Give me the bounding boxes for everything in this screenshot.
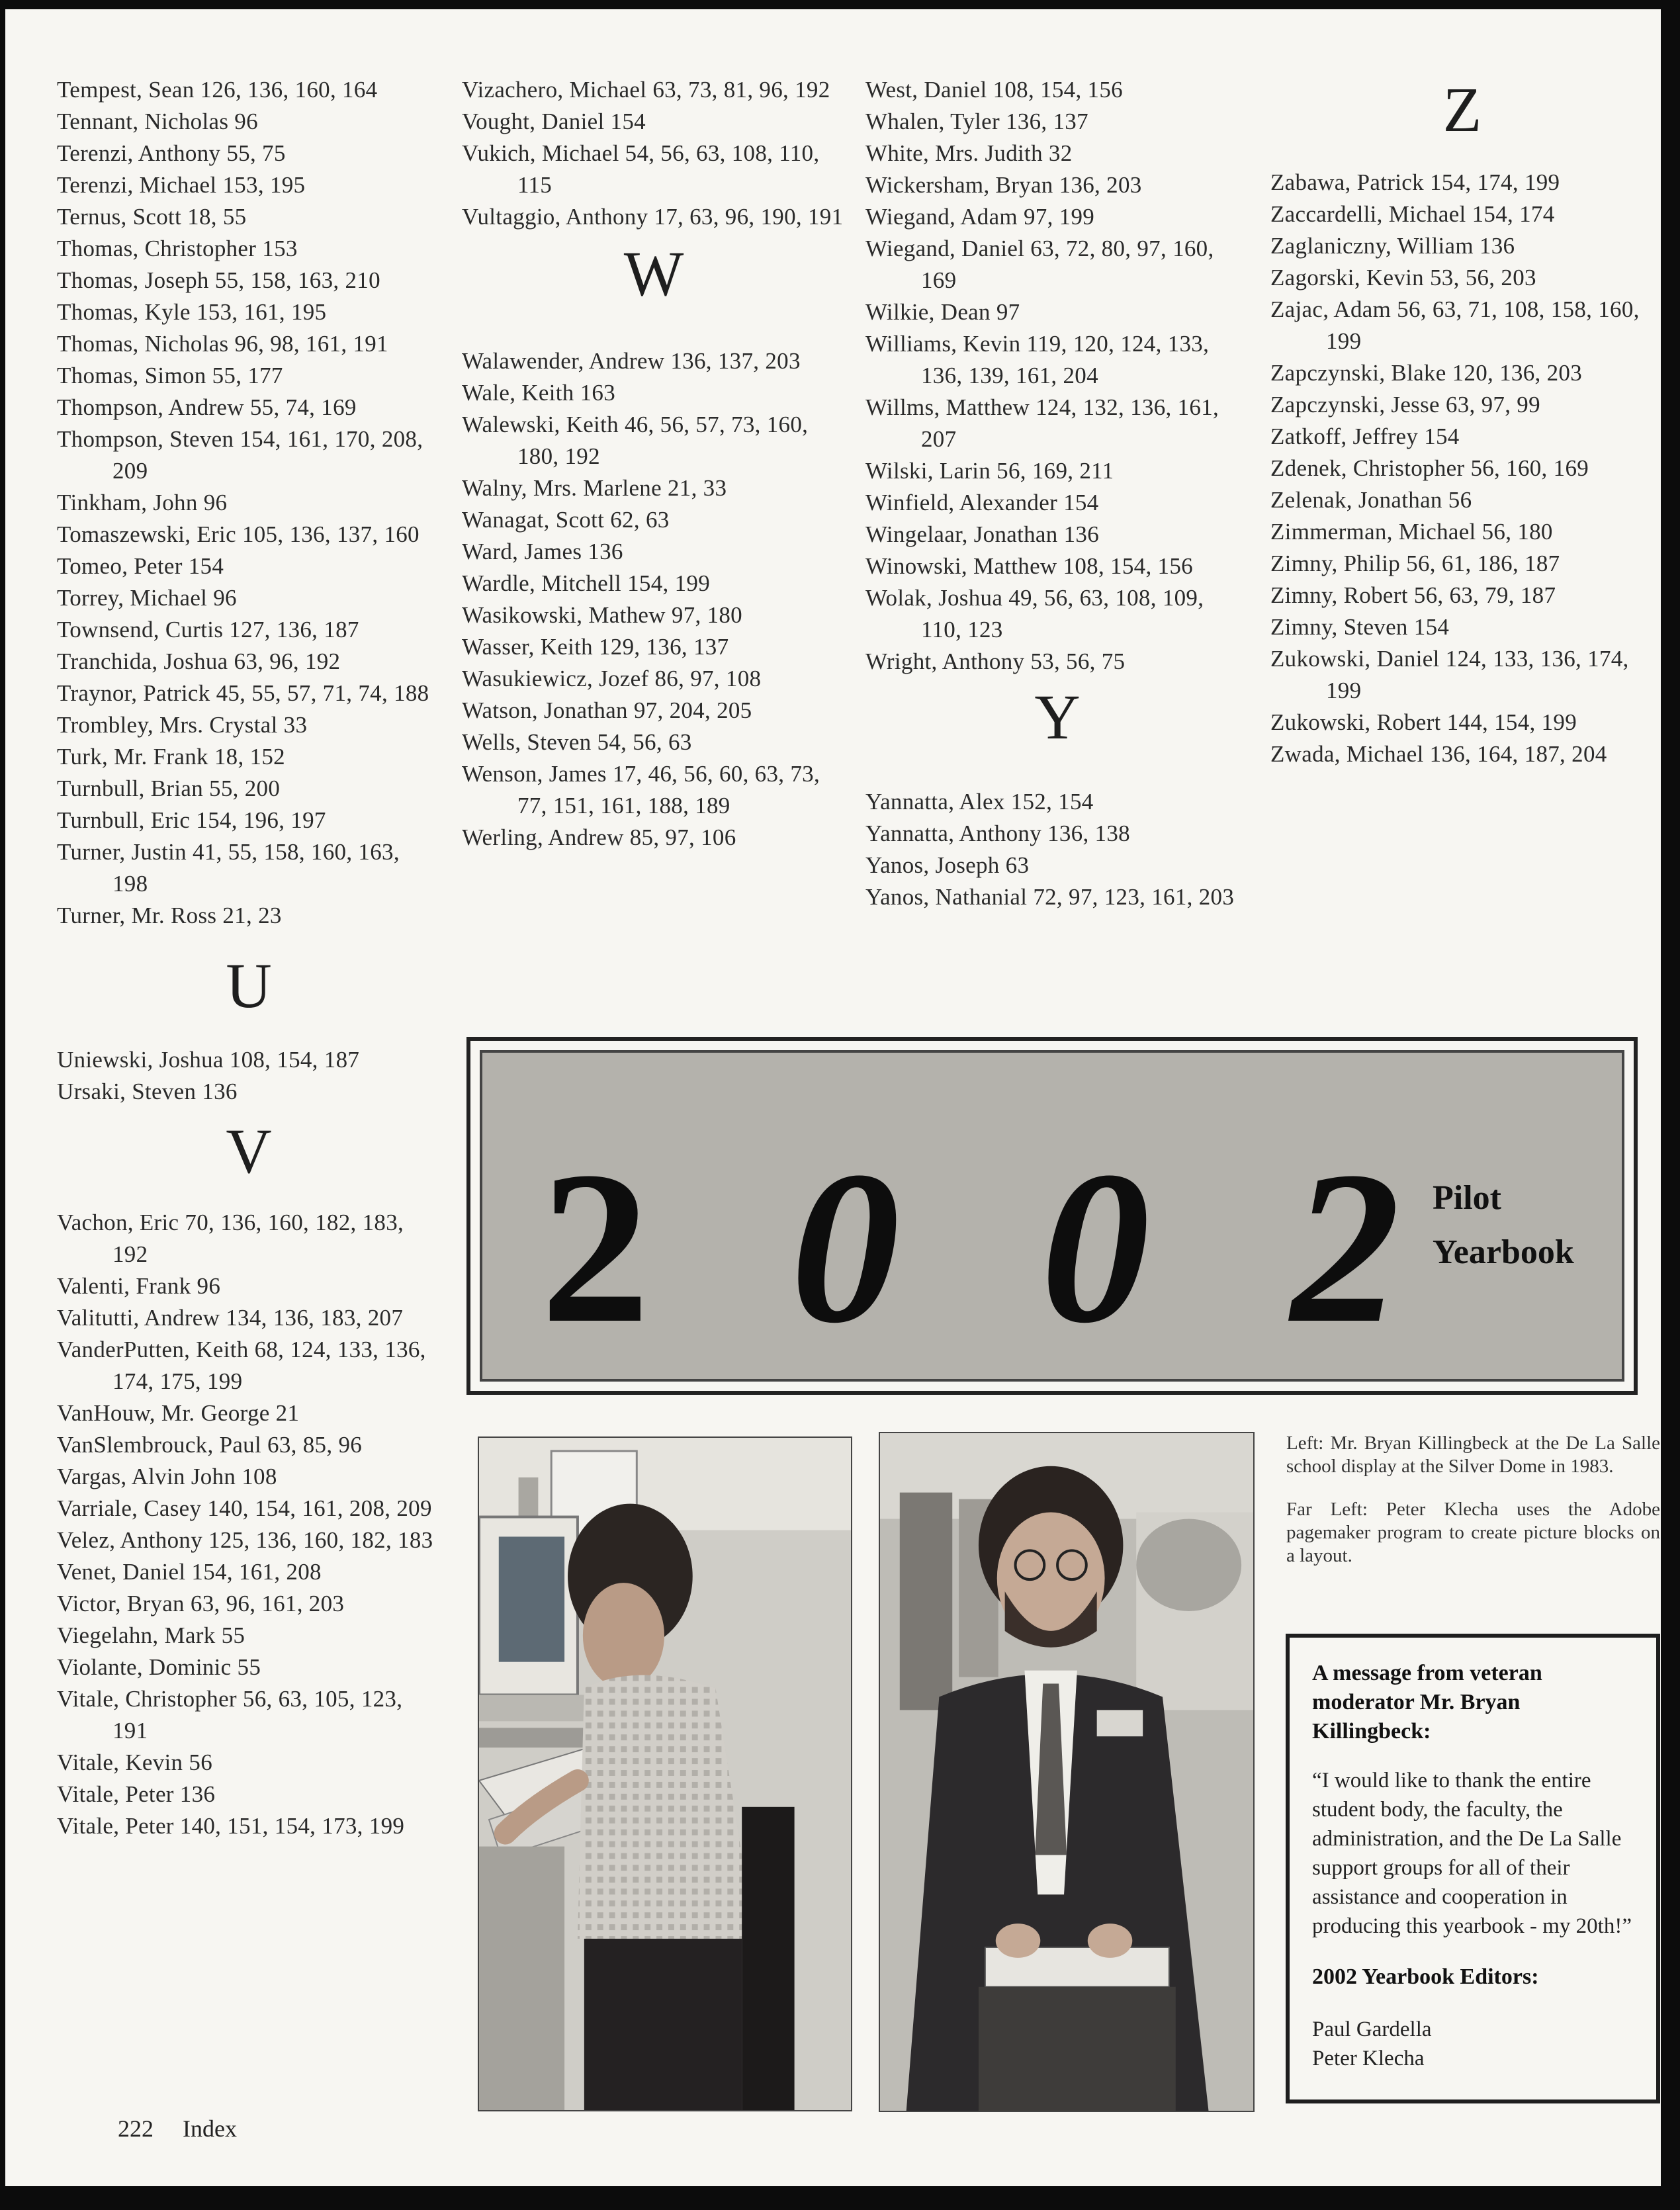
letter-heading-y: Y bbox=[1034, 682, 1081, 752]
index-entry: Vitale, Peter 140, 151, 154, 173, 199 bbox=[57, 1813, 405, 1839]
photo-computer-scene-icon bbox=[479, 1438, 851, 2110]
v-entries bbox=[57, 1207, 441, 1842]
index-entry: Wiegand, Adam 97, 199 bbox=[865, 204, 1095, 230]
index-entry: Trombley, Mrs. Crystal 33 bbox=[57, 712, 308, 738]
index-entry: Wilski, Larin 56, 169, 211 bbox=[865, 458, 1114, 484]
index-entry: Thomas, Kyle 153, 161, 195 bbox=[57, 299, 327, 325]
photo-student-at-computer bbox=[478, 1437, 852, 2111]
letter-heading-u: U bbox=[226, 950, 272, 1021]
index-entry: Wanagat, Scott 62, 63 bbox=[462, 507, 670, 533]
index-entry: Vargas, Alvin John 108 bbox=[57, 1464, 277, 1489]
editor-name: Peter Klecha bbox=[1312, 2047, 1425, 2070]
index-entry: Wiegand, Daniel 63, 72, 80, 97, 160, 169 bbox=[865, 236, 1214, 293]
index-entry: Zdenek, Christopher 56, 160, 169 bbox=[1270, 455, 1589, 481]
section-name: Index bbox=[183, 2115, 237, 2142]
index-entry: Zelenak, Jonathan 56 bbox=[1270, 487, 1472, 513]
index-entry: Victor, Bryan 63, 96, 161, 203 bbox=[57, 1591, 345, 1616]
index-entry: Zajac, Adam 56, 63, 71, 108, 158, 160, 199 bbox=[1270, 296, 1640, 354]
index-entry: Zukowski, Daniel 124, 133, 136, 174, 199 bbox=[1270, 646, 1629, 703]
banner-yearbook-label: Yearbook bbox=[1433, 1233, 1574, 1271]
index-entry: Winowski, Matthew 108, 154, 156 bbox=[865, 553, 1193, 579]
banner-digit-1: 2 bbox=[541, 1127, 650, 1368]
index-entry: Vitale, Peter 136 bbox=[57, 1781, 216, 1807]
index-entry: Townsend, Curtis 127, 136, 187 bbox=[57, 617, 359, 642]
index-entry: Traynor, Patrick 45, 55, 57, 71, 74, 188 bbox=[57, 680, 429, 706]
caption-left: Left: Mr. Bryan Killingbeck at the De La Salle school display at the Silver Dome in 1983. bbox=[1286, 1433, 1660, 1477]
index-entry: Wells, Steven 54, 56, 63 bbox=[462, 729, 692, 755]
index-entry: Turk, Mr. Frank 18, 152 bbox=[57, 744, 285, 770]
index-entry: Violante, Dominic 55 bbox=[57, 1654, 261, 1680]
index-entry: Turner, Justin 41, 55, 158, 160, 163, 198 bbox=[57, 839, 400, 897]
index-entry: Winfield, Alexander 154 bbox=[865, 490, 1099, 515]
index-entry: Tomaszewski, Eric 105, 136, 137, 160 bbox=[57, 521, 420, 547]
index-entry: Yannatta, Anthony 136, 138 bbox=[865, 820, 1130, 846]
index-entry: Wasikowski, Mathew 97, 180 bbox=[462, 602, 742, 628]
index-entry: Zimny, Robert 56, 63, 79, 187 bbox=[1270, 582, 1556, 608]
index-entry: Turner, Mr. Ross 21, 23 bbox=[57, 903, 282, 928]
page-folio bbox=[118, 2115, 266, 2143]
index-entry: Werling, Andrew 85, 97, 106 bbox=[462, 824, 736, 850]
index-entry: Vultaggio, Anthony 17, 63, 96, 190, 191 bbox=[462, 204, 844, 230]
index-entry: Zagorski, Kevin 53, 56, 203 bbox=[1270, 265, 1536, 290]
index-entry: Walny, Mrs. Marlene 21, 33 bbox=[462, 475, 727, 501]
message-quote: “I would like to thank the entire student body, the faculty, the administration, and the De La Salle support groups for all of their assistance and cooperation in producing this yearbook - my 20th!” bbox=[1312, 1769, 1632, 1938]
index-entry: Zapczynski, Blake 120, 136, 203 bbox=[1270, 360, 1583, 386]
index-entry: Wenson, James 17, 46, 56, 60, 63, 73, 77, 151, 161, 188, 189 bbox=[462, 761, 820, 818]
index-entry: Wingelaar, Jonathan 136 bbox=[865, 521, 1100, 547]
index-entry: Viegelahn, Mark 55 bbox=[57, 1622, 245, 1648]
y-entries bbox=[865, 786, 1249, 913]
index-entry: Ursaki, Steven 136 bbox=[57, 1079, 238, 1104]
index-column-2 bbox=[462, 74, 846, 854]
index-entry: Wright, Anthony 53, 56, 75 bbox=[865, 648, 1126, 674]
index-entry: Yanos, Joseph 63 bbox=[865, 852, 1030, 878]
index-entry: Vachon, Eric 70, 136, 160, 182, 183, 192 bbox=[57, 1210, 404, 1267]
index-entry: Williams, Kevin 119, 120, 124, 133, 136, 139, 161, 204 bbox=[865, 331, 1210, 388]
index-entry: Vukich, Michael 54, 56, 63, 108, 110, 115 bbox=[462, 140, 820, 198]
photo-bryan-killingbeck bbox=[879, 1432, 1255, 2112]
index-entry: Vought, Daniel 154 bbox=[462, 109, 646, 134]
index-entry: Terenzi, Michael 153, 195 bbox=[57, 172, 306, 198]
yearbook-page bbox=[5, 9, 1661, 2186]
index-column-4 bbox=[1270, 74, 1654, 770]
letter-heading-z: Z bbox=[1442, 74, 1482, 145]
index-entry: Tennant, Nicholas 96 bbox=[57, 109, 258, 134]
index-entry: Thomas, Nicholas 96, 98, 161, 191 bbox=[57, 331, 388, 357]
index-entry: Zapczynski, Jesse 63, 97, 99 bbox=[1270, 392, 1540, 418]
photo-captions bbox=[1286, 1432, 1660, 1587]
index-entry: Venet, Daniel 154, 161, 208 bbox=[57, 1559, 322, 1585]
banner-digit-4: 2 bbox=[1291, 1127, 1400, 1368]
index-entry: Velez, Anthony 125, 136, 160, 182, 183 bbox=[57, 1527, 433, 1553]
index-entry: Yanos, Nathanial 72, 97, 123, 161, 203 bbox=[865, 884, 1235, 910]
index-entry: Watson, Jonathan 97, 204, 205 bbox=[462, 697, 752, 723]
index-entry: Tempest, Sean 126, 136, 160, 164 bbox=[57, 77, 378, 103]
index-entry: Zimmerman, Michael 56, 180 bbox=[1270, 519, 1553, 545]
index-entry: VanSlembrouck, Paul 63, 85, 96 bbox=[57, 1432, 363, 1458]
u-entries bbox=[57, 1044, 441, 1108]
yearbook-banner bbox=[466, 1037, 1638, 1395]
index-entry: Wolak, Joshua 49, 56, 63, 108, 109, 110, 123 bbox=[865, 585, 1204, 642]
photo-portrait-scene-icon bbox=[880, 1433, 1253, 2111]
index-entry: Valitutti, Andrew 134, 136, 183, 207 bbox=[57, 1305, 404, 1331]
index-entry: VanHouw, Mr. George 21 bbox=[57, 1400, 300, 1426]
index-entry: Varriale, Casey 140, 154, 161, 208, 209 bbox=[57, 1495, 432, 1521]
index-entry: Torrey, Michael 96 bbox=[57, 585, 237, 611]
index-entry: Zaglaniczny, William 136 bbox=[1270, 233, 1515, 259]
index-entry: Zimny, Steven 154 bbox=[1270, 614, 1450, 640]
editor-name: Paul Gardella bbox=[1312, 2017, 1432, 2041]
index-entry: Thomas, Joseph 55, 158, 163, 210 bbox=[57, 267, 380, 293]
index-entry: Zwada, Michael 136, 164, 187, 204 bbox=[1270, 741, 1607, 767]
banner-pilot-label: Pilot bbox=[1433, 1179, 1501, 1217]
index-entry: Wasser, Keith 129, 136, 137 bbox=[462, 634, 729, 660]
letter-heading-w: W bbox=[623, 238, 684, 309]
index-entry: Turnbull, Brian 55, 200 bbox=[57, 775, 281, 801]
index-entry: Vitale, Kevin 56 bbox=[57, 1749, 212, 1775]
page-number: 222 bbox=[118, 2115, 154, 2142]
index-entry: Wasukiewicz, Jozef 86, 97, 108 bbox=[462, 666, 762, 691]
index-entry: Turnbull, Eric 154, 196, 197 bbox=[57, 807, 326, 833]
index-entry: Wickersham, Bryan 136, 203 bbox=[865, 172, 1142, 198]
index-entry: VanderPutten, Keith 68, 124, 133, 136, 174, 175, 199 bbox=[57, 1337, 426, 1394]
moderator-message-box bbox=[1286, 1634, 1660, 2103]
index-entry: Zimny, Philip 56, 61, 186, 187 bbox=[1270, 551, 1560, 576]
letter-heading-v: V bbox=[226, 1116, 272, 1186]
index-entry: Wardle, Mitchell 154, 199 bbox=[462, 570, 711, 596]
banner-panel bbox=[480, 1050, 1624, 1382]
message-heading: A message from veteran moderator Mr. Bryan Killingbeck: bbox=[1312, 1661, 1542, 1744]
z-entries bbox=[1270, 167, 1654, 770]
index-entry: Zaccardelli, Michael 154, 174 bbox=[1270, 201, 1555, 227]
index-entry: Thompson, Andrew 55, 74, 169 bbox=[57, 394, 357, 420]
index-entry: Tranchida, Joshua 63, 96, 192 bbox=[57, 648, 341, 674]
caption-far-left: Far Left: Peter Klecha uses the Adobe pagemaker program to create picture blocks on a layout. bbox=[1286, 1499, 1660, 1566]
editors-heading: 2002 Yearbook Editors: bbox=[1312, 1965, 1539, 1989]
index-entry: Walawender, Andrew 136, 137, 203 bbox=[462, 348, 801, 374]
index-entry: Thomas, Simon 55, 177 bbox=[57, 363, 283, 388]
index-entry: Valenti, Frank 96 bbox=[57, 1273, 221, 1299]
index-entry: Zukowski, Robert 144, 154, 199 bbox=[1270, 709, 1577, 735]
w-entries-cont bbox=[865, 74, 1249, 678]
w-entries bbox=[462, 345, 846, 854]
index-entry: Thomas, Christopher 153 bbox=[57, 236, 298, 261]
index-entry: Tinkham, John 96 bbox=[57, 490, 228, 515]
index-entry: Tomeo, Peter 154 bbox=[57, 553, 224, 579]
index-entry: Zatkoff, Jeffrey 154 bbox=[1270, 423, 1460, 449]
index-entry: Ward, James 136 bbox=[462, 539, 623, 564]
index-entry: Vitale, Christopher 56, 63, 105, 123, 191 bbox=[57, 1686, 403, 1744]
index-entry: Zabawa, Patrick 154, 174, 199 bbox=[1270, 169, 1560, 195]
banner-digit-3: 0 bbox=[1041, 1127, 1150, 1368]
index-entry: West, Daniel 108, 154, 156 bbox=[865, 77, 1123, 103]
index-entry: Uniewski, Joshua 108, 154, 187 bbox=[57, 1047, 360, 1073]
index-entry: Wilkie, Dean 97 bbox=[865, 299, 1020, 325]
index-entry: Terenzi, Anthony 55, 75 bbox=[57, 140, 286, 166]
v-entries-cont bbox=[462, 74, 846, 233]
t-entries bbox=[57, 74, 441, 932]
index-entry: Ternus, Scott 18, 55 bbox=[57, 204, 247, 230]
index-entry: Vizachero, Michael 63, 73, 81, 96, 192 bbox=[462, 77, 830, 103]
index-entry: Thompson, Steven 154, 161, 170, 208, 209 bbox=[57, 426, 423, 484]
index-entry: Walewski, Keith 46, 56, 57, 73, 160, 180, 192 bbox=[462, 412, 809, 469]
banner-digit-2: 0 bbox=[791, 1127, 900, 1368]
index-entry: Willms, Matthew 124, 132, 136, 161, 207 bbox=[865, 394, 1219, 452]
index-entry: White, Mrs. Judith 32 bbox=[865, 140, 1073, 166]
index-column-1 bbox=[57, 74, 441, 1842]
index-entry: Yannatta, Alex 152, 154 bbox=[865, 789, 1094, 815]
index-column-3 bbox=[865, 74, 1249, 913]
index-entry: Wale, Keith 163 bbox=[462, 380, 616, 406]
index-entry: Whalen, Tyler 136, 137 bbox=[865, 109, 1088, 134]
